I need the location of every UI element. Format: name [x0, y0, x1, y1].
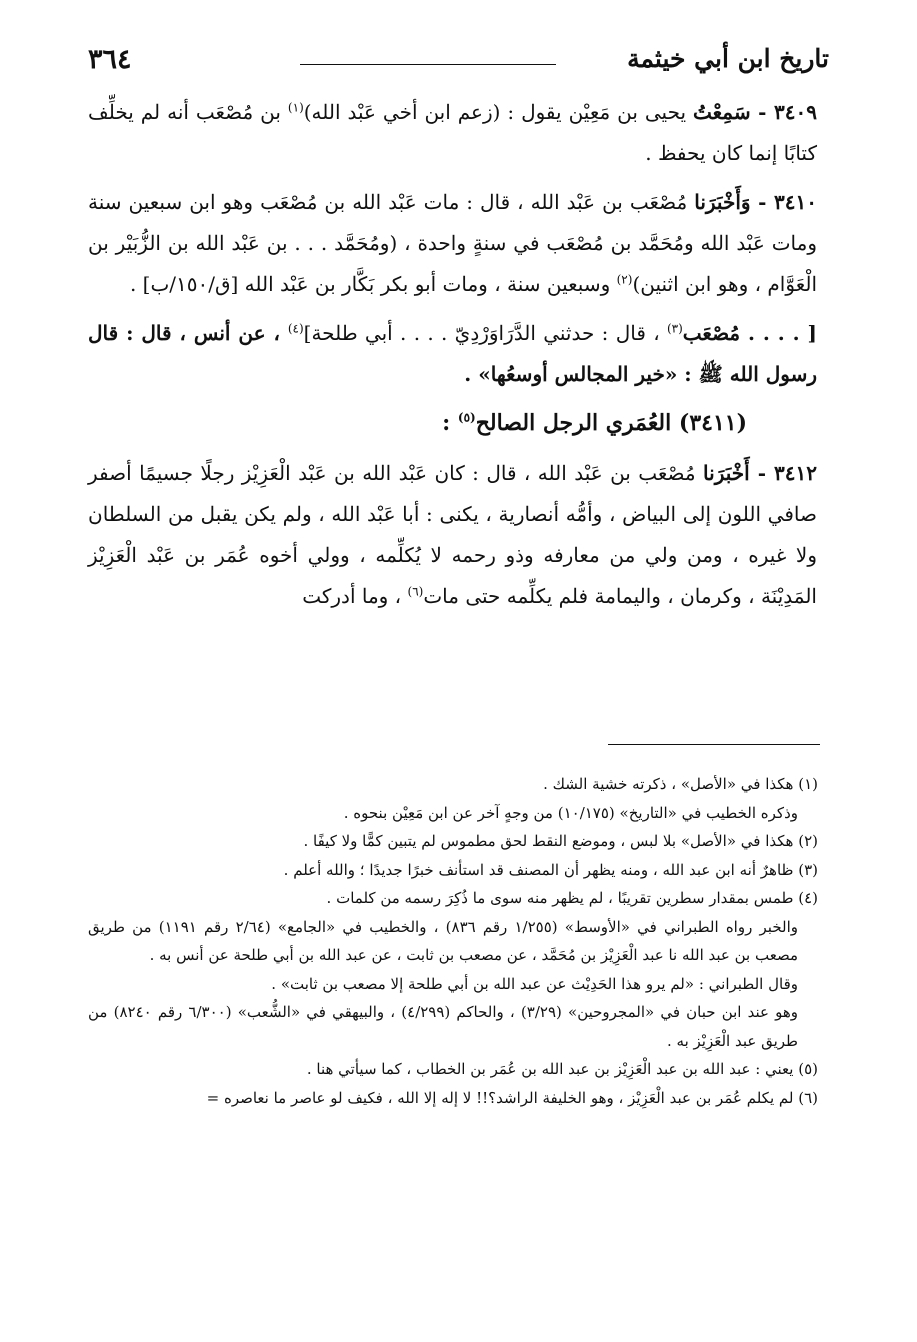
section-heading — [88, 403, 817, 443]
footnote: (٣) ظاهرٌ أنه ابن عبد الله ، ومنه يظهر أن المصنف قد استأنف خبرًا جديدًا ؛ والله أعلم . — [283, 860, 818, 879]
narration-text: مُصْعَب بن عَبْد الله ، قال : كان عَبْد الله بن عَبْد الْعَزِيْز رجلًا جسيمًا أصفر صافي اللون إلى البياض ، وأمُّه أنصارية ، يكنى : أبا عَبْد الله ، ولم يكن يقبل من السلطان ولا غيره ، ومن ولي من معارفه وذو رحمه لا يُكلِّمه ، وولي أخوه عُمَر بن عَبْد الْعَزِيْز المَدِيْنَة ، وكرمان ، واليمامة فلم يكلِّمه حتى مات — [88, 461, 817, 608]
header-rule — [300, 64, 556, 65]
narration-tail: ، عن أنس ، قال : قال رسول الله ﷺ : «خير المجالس أوسعُها» . — [88, 321, 817, 386]
narration-tail: ، وما أدركت — [302, 584, 408, 608]
page-number: ٣٦٤ — [88, 44, 132, 75]
section-heading-text: (٣٤١١) العُمَري الرجل الصالح — [475, 410, 747, 436]
narration-tail: وسبعين سنة ، ومات أبو بكر بَكَّار بن عَبْد الله [ق/١٥٠/ب] . — [129, 272, 617, 296]
footnote-continuation: وهو عند ابن حبان في «المجروحين» (٣/٢٩) ، والحاكم (٤/٢٩٩) ، والبيهقي في «الشُّعب» (٦/٣٠٠ رقم ٨٢٤٠) من طريق عبد الْعَزِيْز به . — [88, 1003, 799, 1050]
footnote: (١) هكذا في «الأصل» ، ذكرته خشية الشك . — [543, 775, 818, 793]
footnote: (٤) طمس بمقدار سطرين تقريبًا ، لم يظهر منه سوى ما ذُكِرَ رسمه من كلمات . — [326, 889, 818, 907]
footnote-continuation: والخبر رواه الطبراني في «الأوسط» (١/٢٥٥ رقم ٨٣٦) ، والخطيب في «الجامع» (٢/٦٤ رقم ١١٩١) من طريق مصعب بن عبد الله نا عبد الْعَزِيْز بن مُحَمَّد ، عن مصعب بن ثابت ، عن عبد الله بن أبي طلحة عن أنس به . — [88, 917, 798, 964]
narration-lead: ٣٤١٢ - أَخْبَرَنا — [703, 461, 817, 485]
footnote-continuation: وذكره الخطيب في «التاريخ» (١٠/١٧٥) من وجهٍ آخر عن ابن مَعِيْن بنحوه . — [343, 803, 798, 822]
narration-tail: بن مُصْعَب أنه لم يخلِّف كتابًا إنما كان يحفظ . — [88, 100, 817, 165]
narration-3410 — [88, 182, 817, 305]
footnote-ref: (١) — [287, 100, 304, 115]
narration-text: ، قال : حدثني الدَّرَاوَرْدِيّ . . . . أبي طلحة] — [303, 321, 667, 345]
footnote: (٢) هكذا في «الأصل» بلا لبس ، وموضع النقط لحق مطموس لم يتبين كمًّا ولا كيفًا . — [303, 832, 818, 850]
footnotes — [88, 770, 818, 1112]
narration-text: مُصْعَب بن عَبْد الله ، قال : مات عَبْد الله بن مُصْعَب وهو ابن سبعين سنة ومات عَبْد الله ومُحَمَّد بن مُصْعَب في سنةٍ واحدة ، (ومُحَمَّد . . . بن عَبْد الله بن الزُّبَيْر بن الْعَوَّام ، وهو ابن اثنين) — [88, 190, 817, 296]
narration-3409 — [88, 92, 817, 174]
footnote: (٥) يعني : عبد الله بن عبد الْعَزِيْز بن عبد الله بن عُمَر بن الخطاب ، كما سيأتي هنا . — [306, 1060, 818, 1078]
footnote-continuation: وقال الطبراني : «لم يرو هذا الحَدِيْث عن عبد الله بن أبي طلحة إلا مصعب بن ثابت» . — [271, 974, 798, 993]
section-heading-tail: : — [442, 410, 458, 436]
footnote: (٦) لم يكلم عُمَر بن عبد الْعَزِيْز ، وهو الخليفة الراشد؟!! لا إله إلا الله ، فكيف لو عاصر ما نعاصره = — [206, 1088, 818, 1107]
footnote-ref: (٤) — [287, 321, 304, 336]
main-text — [88, 92, 817, 625]
narration-lead: ٣٤١٠ - وَأَخْبَرَنا — [694, 190, 817, 214]
narration-lead: [ . . . . مُصْعَب — [682, 321, 818, 345]
narration-lead: ٣٤٠٩ - سَمِعْتُ — [693, 100, 817, 124]
narration-3412 — [88, 453, 817, 617]
footnote-rule — [608, 744, 820, 745]
footnote-ref: (٣) — [666, 321, 683, 336]
running-head-title: تاريخ ابن أبي خيثمة — [627, 44, 829, 73]
footnote-ref: (٥) — [457, 410, 476, 425]
footnote-ref: (٢) — [616, 272, 633, 287]
narration-fragment — [88, 313, 817, 395]
footnote-ref: (٦) — [407, 584, 424, 599]
narration-text: يحيى بن مَعِيْن يقول : (زعم ابن أخي عَبْد الله) — [303, 100, 694, 124]
